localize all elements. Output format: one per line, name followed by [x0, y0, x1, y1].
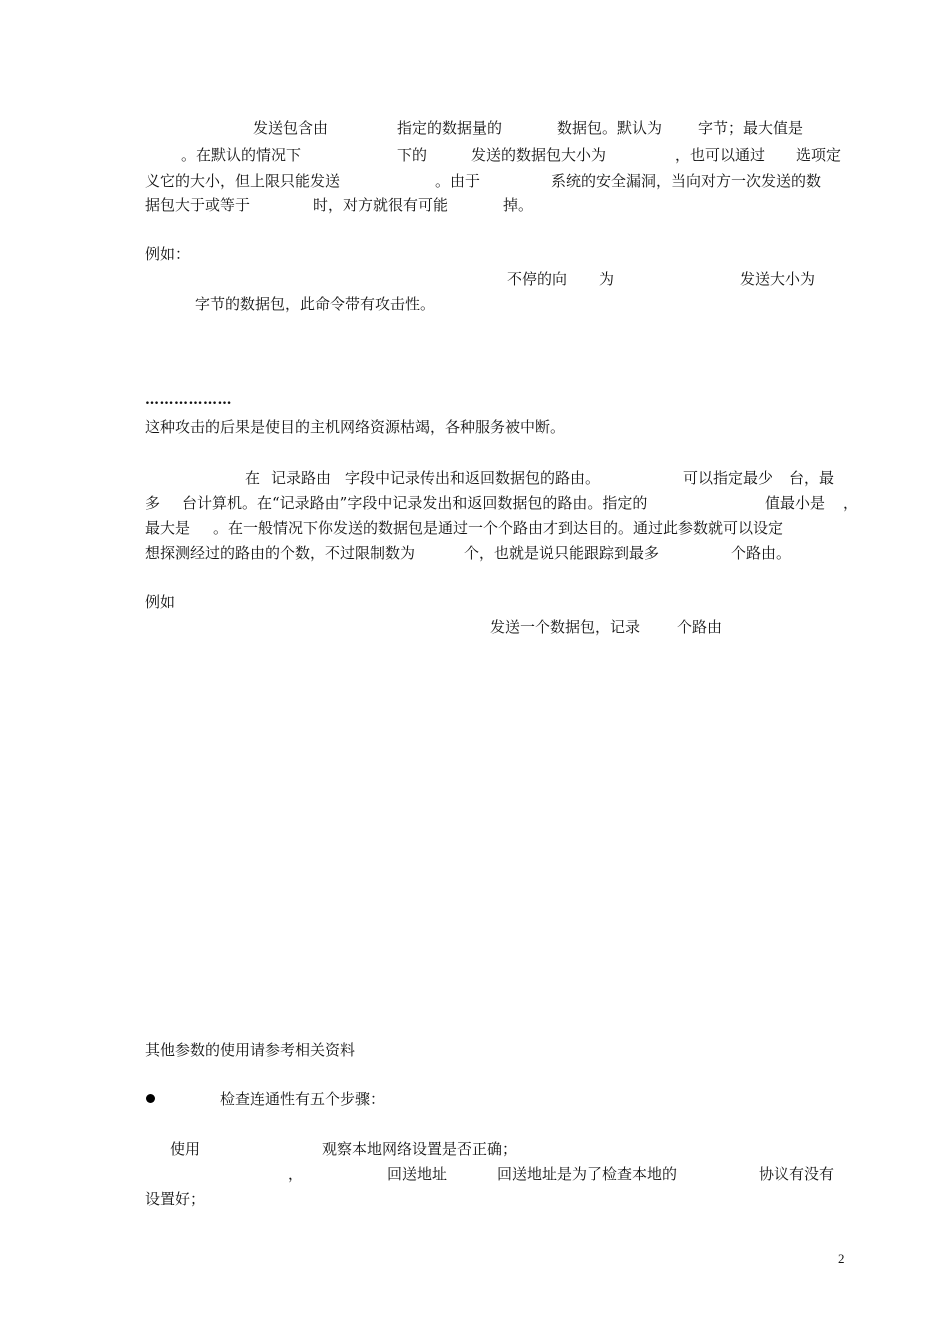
para1-text: 据包大于或等于 — [145, 196, 251, 214]
para1-text: 下的 — [397, 146, 428, 164]
para1-text: ，也可以通过 — [675, 146, 766, 164]
para1-text: 掉。 — [503, 196, 534, 214]
para1-text: 选项定 — [796, 146, 842, 164]
para2-text: 。在一般情况下你发送的数据包是通过一个个路由才到达目的。通过此参数就可以设定 — [213, 519, 784, 537]
para2-text: 可以指定最少 — [683, 469, 774, 487]
example-text: 发送大小为 — [740, 270, 816, 288]
para2-text: 值最小是 — [765, 494, 826, 512]
example-text: 字节的数据包，此命令带有攻击性。 — [195, 295, 436, 313]
example-label: 例如： — [145, 245, 191, 263]
para1-text: 字节；最大值是 — [698, 119, 804, 137]
step-text: ， — [288, 1165, 304, 1183]
para1-text: 数据包。默认为 — [557, 119, 663, 137]
para2-text: 想探测经过的路由的个数，不过限制数为 — [145, 544, 416, 562]
para2-text: 字段中记录传出和返回数据包的路由。 — [345, 469, 601, 487]
bullet-dot-icon — [146, 1094, 155, 1103]
ellipsis-separator: ……………… — [145, 392, 232, 408]
para1-text: 。在默认的情况下 — [181, 146, 302, 164]
bullet-text: 检查连通性有五个步骤： — [220, 1090, 386, 1108]
para2-text: 在 — [245, 469, 261, 487]
example-label: 例如 — [145, 593, 176, 611]
para1-text: 义它的大小，但上限只能发送 — [145, 172, 341, 190]
example-text: 不停的向 — [507, 270, 568, 288]
example-text: 发送一个数据包，记录 — [490, 618, 641, 636]
step-text: 回送地址是为了检查本地的 — [497, 1165, 678, 1183]
other-params-text: 其他参数的使用请参考相关资料 — [145, 1041, 356, 1059]
step-text: 使用 — [170, 1140, 201, 1158]
para2-text: 台计算机。在“记录路由”字段中记录发出和返回数据包的路由。指定的 — [182, 494, 648, 512]
para2-text: ， — [843, 494, 859, 512]
example-text: 个路由 — [677, 618, 723, 636]
para1-text: 时，对方就很有可能 — [313, 196, 449, 214]
para1-text: 发送的数据包大小为 — [471, 146, 607, 164]
para2-text: 多 — [145, 494, 161, 512]
para1-text: 指定的数据量的 — [397, 119, 503, 137]
para1-text: 系统的安全漏洞，当向对方一次发送的数 — [551, 172, 822, 190]
para2-text: 个，也就是说只能跟踪到最多 — [464, 544, 660, 562]
para1-text: 发送包含由 — [253, 119, 329, 137]
para2-text: 台，最 — [789, 469, 835, 487]
step-text: 回送地址 — [387, 1165, 448, 1183]
para1-text: 。由于 — [435, 172, 481, 190]
step-text: 协议有没有 — [759, 1165, 835, 1183]
para2-text: 最大是 — [145, 519, 191, 537]
step-text: 设置好； — [145, 1190, 206, 1208]
step-text: 观察本地网络设置是否正确； — [322, 1140, 518, 1158]
consequence-text: 这种攻击的后果是使目的主机网络资源枯竭，各种服务被中断。 — [145, 418, 566, 436]
para2-text: 记录路由 — [271, 469, 332, 487]
example-text: 为 — [599, 270, 615, 288]
para2-text: 个路由。 — [731, 544, 792, 562]
page-number: 2 — [838, 1251, 845, 1266]
